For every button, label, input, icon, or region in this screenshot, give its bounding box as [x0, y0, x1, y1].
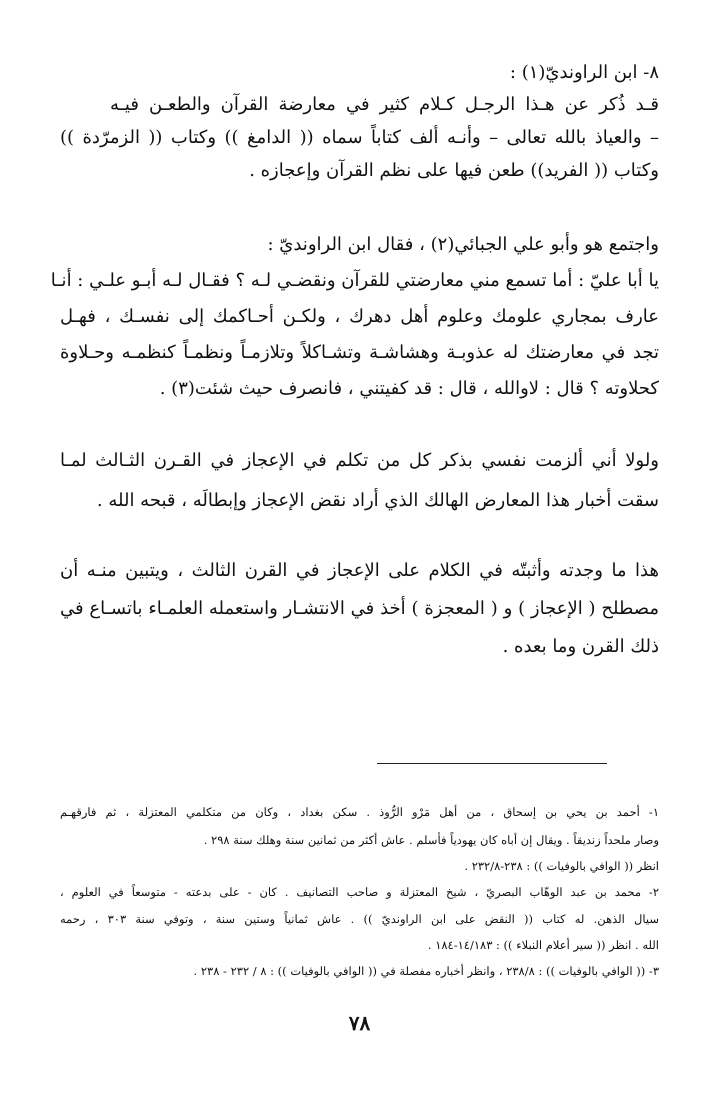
- paragraph-line: هذا ما وجدته وأثبتّه في الكلام على الإعجاز في القرن الثالث ، ويتبين منـه أن: [60, 560, 659, 581]
- page-number: ٧٨: [348, 1011, 371, 1035]
- footnote-line: سيال الذهن. له كتاب (( النقض على ابن الراونديّ )) . عاش ثمانياً وستين سنة ، وتوفي سنة ٣٠٣ ، رحمه: [60, 912, 659, 926]
- paragraph-line: – والعياذ بالله تعالى – وأنـه ألف كتاباً سماه (( الدامغ )) وكتاب (( الزمرّدة )): [60, 127, 659, 148]
- paragraph-line: تجد في معارضتك له عذوبـة وهشاشـة وتشـاكلاً وتلازمـاً ونظمـاً كنظمـه وحـلاوة: [60, 342, 659, 363]
- footnote-line: ٢- محمد بن عبد الوهّاب البصريّ ، شيخ المعتزلة و صاحب التصانيف . كان - على بدعته - متوسعاً في العلوم ،: [60, 885, 659, 899]
- footnote-line: ١- أحمد بن يحي بن إسحاق ، من أهل مَرْو الرُّوذ . سكن بغداد ، وكان من متكلمي المعتزلة ، ثم فارقهـم: [60, 805, 659, 819]
- section-heading: ٨- ابن الراونديّ(١) :: [509, 62, 659, 83]
- paragraph-line: ولولا أني ألزمت نفسي بذكر كل من تكلم في الإعجاز في القـرن الثـالث لمـا: [60, 450, 660, 471]
- paragraph-line: ذلك القرن وما بعده .: [502, 636, 659, 657]
- paragraph-line: واجتمع هو وأبو علي الجبائي(٢) ، فقال ابن الراونديّ :: [267, 234, 659, 255]
- paragraph-line: مصطلح ( الإعجاز ) و ( المعجزة ) أخذ في الانتشـار واستعمله العلمـاء باتسـاع في: [60, 598, 659, 619]
- footnote-line: انظر (( الوافي بالوفيات )) : ٢٣٨-٢٣٢/٨ .: [464, 859, 659, 873]
- paragraph-line: كحلاوته ؟ قال : لاوالله ، قال : قد كفيتني ، فانصرف حيث شئت(٣) .: [159, 378, 659, 399]
- paragraph-line: قـد ذُكر عن هـذا الرجـل كـلام كثير في معارضة القرآن والطعـن فيـه: [110, 94, 659, 115]
- paragraph-line: يا أبا عليّ : أما تسمع مني معارضتي للقرآن ونقضـي لـه ؟ فقـال لـه أبـو علـي : أنـا: [50, 270, 659, 291]
- paragraph-line: وكتاب (( الفريد)) طعن فيها على نظم القرآن وإعجازه .: [249, 160, 659, 181]
- footnote-line: الله . انظر (( سير أعلام النبلاء )) : ١٤/١٨٣-١٨٤ .: [427, 938, 659, 952]
- footnote-divider: [377, 763, 607, 764]
- paragraph-line: سقت أخبار هذا المعارض الهالك الذي أراد نقض الإعجاز وإبطالَه ، قبحه الله .: [96, 490, 659, 511]
- paragraph-line: عارف بمجاري علومك وعلوم أهل دهرك ، ولكـن أحـاكمك إلى نفسـك ، فهـل: [60, 306, 659, 327]
- footnote-line: ٣- (( الوافي بالوفيات )) : ٢٣٨/٨ ، وانظر أخباره مفصلة في (( الوافي بالوفيات )) : ٨ / ٢٣٢ - ٢٣٨ .: [193, 964, 659, 978]
- footnote-line: وصار ملحداً زنديقاً . ويقال إن أباه كان يهودياً فأسلم . عاش أكثر من ثمانين سنة وهلك سنة ٢٩٨ .: [203, 833, 659, 847]
